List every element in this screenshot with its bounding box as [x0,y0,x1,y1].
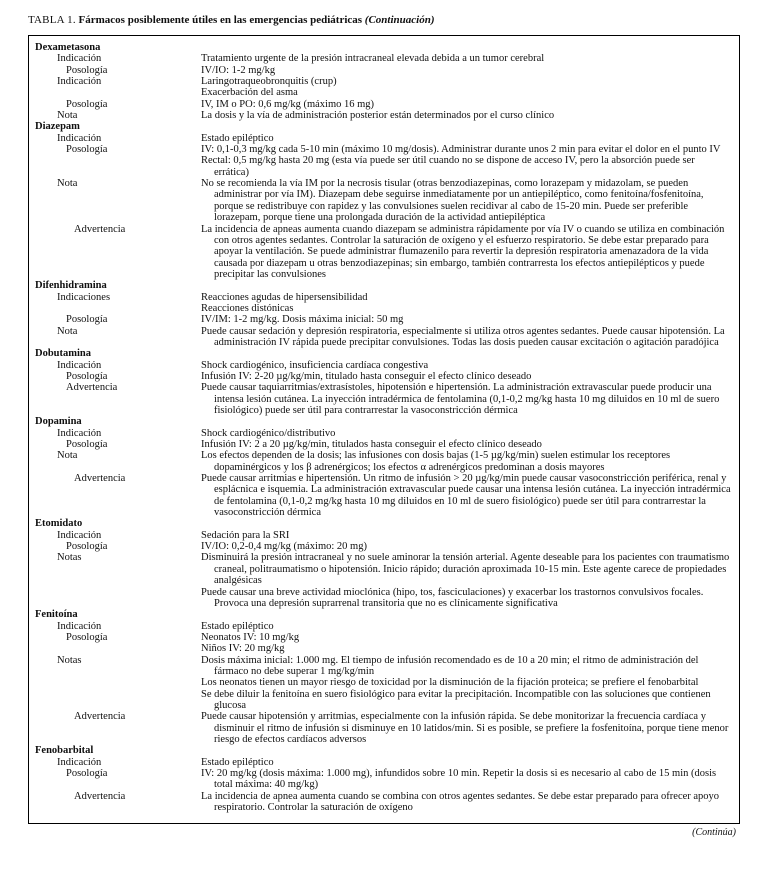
row-paragraph: Se debe diluir la fenitoína en suero fisiológico para evitar la precipitación. Incompatible con las soluciones que contienen glucosa [201,688,711,711]
drug-entry [35,416,731,518]
row-paragraph: La incidencia de apneas aumenta cuando diazepam se administra rápidamente por vía IV o cuando se utiliza en combinación con otros agentes sedantes. Controlar la saturación de oxígeno y el esfuerzo respiratorio. Se debe estar preparado para apoyar la ventilación. Se puede administrar flumazenilo para revertir la depresión respiratoria amenazadora de la vida causada por diazepam u otras benzodiazepinas; sin embargo, también contrarresta los efectos antiepilépticos y puede precipitar las convulsiones [201,223,725,280]
row-label: Posología [66,541,108,553]
drug-entry [35,280,731,348]
row-paragraph: Puede causar hipotensión y arritmias, especialmente con la infusión rápida. Se debe monitorizar la frecuencia cardíaca y disminuir el ritmo de infusión si disminuye en 10 latidos/min. Si es posible, se prefiere la fosfenitoína, porque tiene menor riesgo de efectos cardíacos adversos [201,711,729,745]
row-label: Indicación [57,359,102,371]
drug-row [35,53,731,64]
row-text [201,541,731,552]
row-paragraph: IV/IO: 1-2 mg/kg [201,64,276,76]
drug-row [35,360,731,371]
row-text [201,711,731,745]
drug-row [35,428,731,439]
table-title [28,14,740,27]
row-label: Notas [57,654,82,666]
row-text [201,791,731,814]
row-label: Indicación [57,76,102,88]
row-label: Indicación [57,620,102,632]
drug-row [35,530,731,541]
row-text [201,552,731,609]
row-paragraph: Exacerbación del asma [201,87,298,99]
row-text [201,99,731,110]
row-label: Indicaciones [57,291,111,303]
drug-name: Dexametasona [35,42,101,53]
drug-row [35,144,731,178]
row-label: Nota [57,325,78,337]
table-footer-continua: (Continúa) [692,827,736,839]
drug-name: Diazepam [35,121,80,133]
row-paragraph: Los efectos dependen de la dosis; las infusiones con dosis bajas (1-5 µg/kg/min) suelen estimular los receptores dopaminérgicos y los β adrenérgicos; los efectos α adrenérgicos predominan a dosis mayores [201,450,671,473]
drug-row [35,76,731,99]
row-label: Nota [57,178,78,190]
row-text [201,757,731,768]
row-label: Advertencia [74,473,126,485]
row-paragraph: Tratamiento urgente de la presión intracraneal elevada debida a un tumor cerebral [201,53,545,65]
row-paragraph: IV/IM: 1-2 mg/kg. Dosis máxima inicial: 50 mg [201,314,404,326]
drug-row [35,314,731,325]
row-text [201,655,731,712]
row-paragraph: Shock cardiogénico, insuficiencia cardíaca congestiva [201,359,429,371]
row-label: Indicación [57,132,102,144]
row-label: Notas [57,552,82,564]
drug-row [35,552,731,609]
drug-row [35,711,731,745]
row-label: Indicación [57,756,102,768]
row-paragraph: Niños IV: 20 mg/kg [201,643,285,655]
row-text [201,144,731,178]
drug-name: Difenhidramina [35,280,107,292]
drug-row [35,768,731,791]
row-label: Nota [57,110,78,122]
row-paragraph: Puede causar una breve actividad mioclónica (hipo, tos, fasciculaciones) y exacerbar los trastornos convulsivos focales. Provoca una depresión suprarrenal transitoria que no es clínicamente significativa [201,586,704,609]
row-paragraph: Estado epiléptico [201,620,274,632]
row-text [201,76,731,99]
row-label: Posología [66,631,108,643]
row-text [201,110,731,121]
row-label: Posología [66,64,108,76]
row-text [201,439,731,450]
row-label: Posología [66,98,108,110]
drug-row [35,110,731,121]
drug-row [35,65,731,76]
row-paragraph: Reacciones agudas de hipersensibilidad [201,291,368,303]
row-paragraph: Infusión IV: 2 a 20 µg/kg/min, titulados hasta conseguir el efecto clínico deseado [201,439,542,451]
row-paragraph: Los neonatos tienen un mayor riesgo de toxicidad por la disminución de la fijación proteica; se prefiere el fenobarbital [201,677,699,689]
row-paragraph: Sedación para la SRI [201,529,290,541]
row-paragraph: Dosis máxima inicial: 1.000 mg. El tiempo de infusión recomendado es de 10 a 20 min; el ritmo de administración del fármaco no debe superar 1 mg/kg/min [201,654,699,677]
row-paragraph: IV/IO: 0,2-0,4 mg/kg (máximo: 20 mg) [201,541,367,553]
row-paragraph: Estado epiléptico [201,132,274,144]
row-text [201,326,731,349]
row-paragraph: Reacciones distónicas [201,302,294,314]
drug-name: Dopamina [35,416,82,428]
row-paragraph: Puede causar taquiarritmias/extrasístoles, hipotensión e hipertensión. La administración extravascular puede producir una intensa lesión cutánea. La inyección intradérmica de fentolamina (0,1-0,2 mg/kg hasta 10 mg diluidos en 10 ml de suero fisiológico) puede ser útil para contrarrestar la vasoconstricción dérmica [201,382,720,416]
row-label: Advertencia [74,223,126,235]
drug-entry [35,609,731,745]
row-label: Posología [66,314,108,326]
drug-entry [35,745,731,813]
row-text [201,473,731,518]
row-label: Indicación [57,427,102,439]
row-paragraph: Shock cardiogénico/distributivo [201,427,336,439]
row-paragraph: IV, IM o PO: 0,6 mg/kg (máximo 16 mg) [201,98,375,110]
row-label: Indicación [57,529,102,541]
drug-entry [35,42,731,121]
row-text [201,53,731,64]
row-text [201,65,731,76]
row-label: Advertencia [74,790,126,802]
row-paragraph: No se recomienda la vía IM por la necrosis tisular (otras benzodiazepinas, como lorazepam y midazolam, se pueden administrar por vía IM). Diazepam debe seguirse inmediatamente por un antiepiléptico, como fenitoína/fosfenitoína, porque se redistribuye con rapidez y las convulsiones suelen recidivar al cabo de 15-20 min. Puede ser preferible lorazepam, porque tiene una prolongada duración de la actividad antiepiléptica [201,178,704,224]
drug-name: Fenitoína [35,609,78,621]
row-paragraph: La incidencia de apnea aumenta cuando se combina con otros agentes sedantes. Se debe estar preparado para ofrecer apoyo respiratorio. Controlar la saturación de oxígeno [201,790,720,814]
drug-row [35,178,731,223]
drug-row [35,326,731,349]
row-text [201,621,731,632]
drug-entry [35,348,731,416]
drug-entry [35,518,731,609]
row-label: Nota [57,450,78,462]
drug-name: Dobutamina [35,348,92,360]
row-text [201,768,731,791]
drug-entries [35,42,731,813]
row-paragraph: Neonatos IV: 10 mg/kg [201,631,300,643]
row-text [201,371,731,382]
row-text [201,178,731,223]
row-label: Advertencia [66,382,118,394]
row-paragraph: Disminuirá la presión intracraneal y no suele aminorar la tensión arterial. Agente deseable para los pacientes con traumatismo craneal, politraumatismo o hipotensión. Inicio rápido; duración aproximada 10-15 min. Este agente carece de propiedades analgésicas [201,552,730,587]
row-label: Posología [66,144,108,156]
drug-row [35,382,731,416]
row-text [201,382,731,416]
row-paragraph: Laringotraqueobronquitis (crup) [201,76,337,88]
drug-name: Etomidato [35,518,83,530]
row-text [201,428,731,439]
drug-row [35,371,731,382]
drug-row [35,292,731,315]
table-title-number: TABLA 1. [28,14,76,26]
row-label: Advertencia [74,711,126,723]
row-paragraph: La dosis y la vía de administración posterior están determinados por el curso clínico [201,110,555,122]
drug-row [35,541,731,552]
drug-row [35,224,731,281]
row-text [201,292,731,315]
row-text [201,450,731,473]
row-paragraph: IV: 0,1-0,3 mg/kg cada 5-10 min (máximo 10 mg/dosis). Administrar durante unos 2 min para evitar el dolor en el punto IV [201,144,721,156]
row-paragraph: IV: 20 mg/kg (dosis máxima: 1.000 mg), infundidos sobre 10 min. Repetir la dosis si es necesario al cabo de 15 min (dosis total máxima: 40 mg/kg) [201,768,717,791]
drug-row [35,439,731,450]
drug-row [35,133,731,144]
row-paragraph: Puede causar sedación y depresión respiratoria, especialmente si utiliza otros agentes sedantes. Puede causar hipotensión. La administración IV rápida puede precipitar convulsiones. Todas las dosis pueden causar excitación o agitación paradójica [201,325,725,348]
row-label: Posología [66,370,108,382]
drug-row [35,632,731,655]
drug-name: Fenobarbital [35,745,94,757]
row-text [201,530,731,541]
drug-table [28,35,740,824]
row-paragraph: Estado epiléptico [201,756,274,768]
row-text [201,224,731,281]
row-label: Posología [66,768,108,779]
table-title-text: Fármacos posiblemente útiles en las emergencias pediátricas [78,14,363,26]
drug-row [35,99,731,110]
drug-row [35,473,731,518]
row-label: Indicación [57,53,102,65]
row-paragraph: Puede causar arritmias e hipertensión. Un ritmo de infusión > 20 µg/kg/min puede causar vasoconstricción periférica, renal y esplácnica e isquemia. La administración extravascular puede causar una intensa lesión cutánea. La inyección intradérmica de fentolamina (0,1-0,2 mg/kg hasta 10 mg diluidos en 10 ml de suero fisiológico) puede ser útil para contrarrestar la vasoconstricción dérmica [201,473,731,519]
drug-row [35,757,731,768]
drug-row [35,621,731,632]
row-text [201,360,731,371]
drug-row [35,791,731,814]
row-text [201,632,731,655]
drug-row [35,655,731,712]
row-label: Posología [66,439,108,451]
row-paragraph: Infusión IV: 2-20 µg/kg/min, titulado hasta conseguir el efecto clínico deseado [201,370,532,382]
drug-row [35,450,731,473]
row-text [201,133,731,144]
drug-entry [35,121,731,280]
row-paragraph: Rectal: 0,5 mg/kg hasta 20 mg (esta vía puede ser útil cuando no se dispone de acceso IV, pero la absorción puede ser errática) [201,155,695,178]
table-title-continuation: (Continuación) [364,14,435,26]
row-text [201,314,731,325]
